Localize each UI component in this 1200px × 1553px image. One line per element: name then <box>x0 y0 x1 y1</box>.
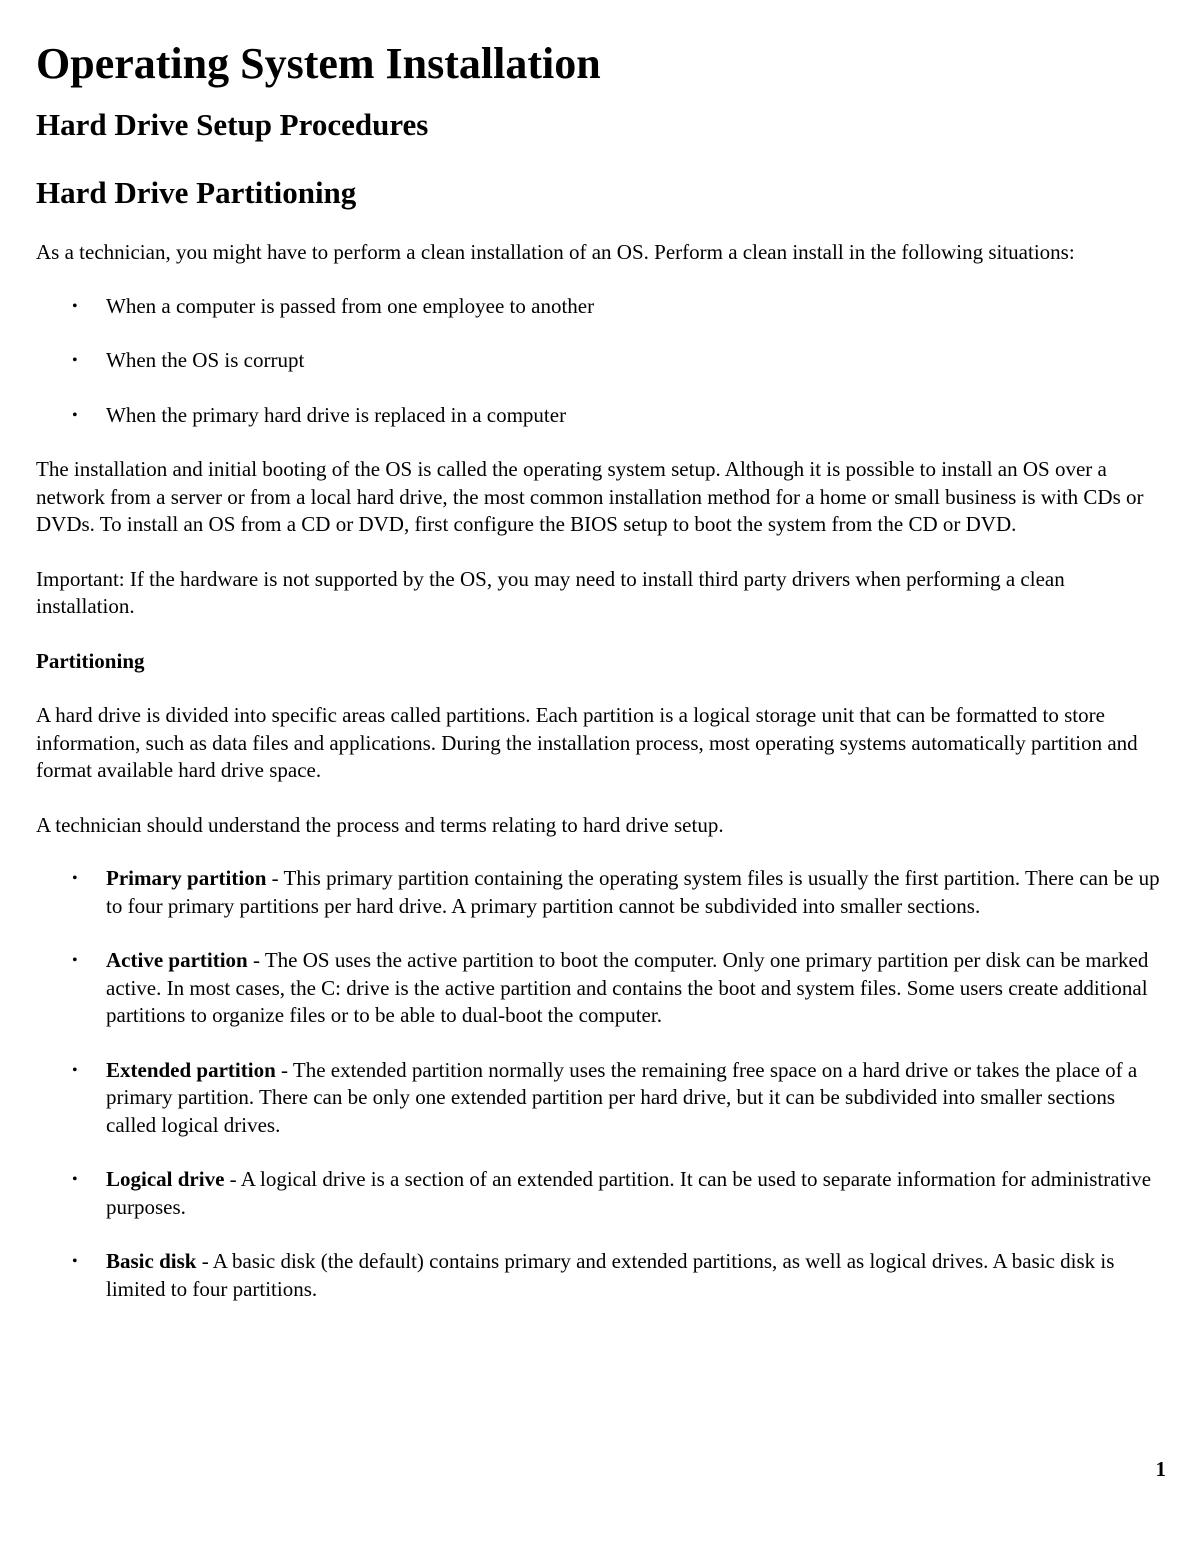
term-item-basic-disk <box>36 1248 1166 1303</box>
term-definition: - The extended partition normally uses the remaining free space on a hard drive or takes the place of a primary partition. There can be only one extended partition per hard drive, but it can be subdivided into smaller sections called logical drives. <box>106 1057 1138 1137</box>
list-item <box>36 293 1166 321</box>
technician-paragraph: A technician should understand the process and terms relating to hard drive setup. <box>36 812 724 837</box>
term-definition: - The OS uses the active partition to boot the computer. Only one primary partition per disk can be marked active. In most cases, the C: drive is the active partition and contains the boot and system files. Some users create additional partitions to organize files or to be able to dual-boot the computer. <box>106 948 1149 1027</box>
subheading-partitioning: Partitioning <box>36 648 145 673</box>
situation-text: When a computer is passed from one employee to another <box>106 293 595 318</box>
terms-list <box>36 865 1166 1303</box>
partitioning-paragraph: A hard drive is divided into specific areas called partitions. Each partition is a logical storage unit that can be formatted to store information, such as data files and applications. During the installation process, most operating systems automatically partition and format available hard drive space. <box>36 703 1138 782</box>
document-page <box>36 0 1166 1303</box>
situations-list <box>36 293 1166 430</box>
term-name: Basic disk <box>106 1249 197 1273</box>
term-definition: - This primary partition containing the operating system files is usually the first partition. There can be up to four primary partitions per hard drive. A primary partition cannot be subdivided into smaller sections. <box>106 866 1160 918</box>
setup-paragraph: The installation and initial booting of the OS is called the operating system setup. Although it is possible to install an OS over a network from a server or from a local hard drive, the most common installation method for a home or small business is with CDs or DVDs. To install an OS from a CD or DVD, first configure the BIOS setup to boot the system from the CD or DVD. <box>36 457 1144 536</box>
bullet-icon: • <box>72 406 78 424</box>
important-paragraph: Important: If the hardware is not supported by the OS, you may need to install third party drivers when performing a clean installation. <box>36 566 1065 618</box>
section-heading-setup: Hard Drive Setup Procedures <box>36 107 429 142</box>
term-item-active-partition <box>36 947 1166 1030</box>
term-name: Active partition <box>106 948 248 972</box>
term-definition: - A basic disk (the default) contains primary and extended partitions, as well as logical drives. A basic disk is limited to four partitions. <box>106 1249 1115 1301</box>
section-heading-partitioning: Hard Drive Partitioning <box>36 175 357 210</box>
term-name: Primary partition <box>106 866 267 890</box>
intro-paragraph: As a technician, you might have to perform a clean installation of an OS. Perform a clean install in the following situations: <box>36 240 1075 264</box>
page-title: Operating System Installation <box>36 39 601 88</box>
bullet-icon: • <box>72 1171 78 1188</box>
page-number: 1 <box>1155 1457 1166 1481</box>
list-item <box>36 347 1166 375</box>
situation-text: When the OS is corrupt <box>106 348 305 372</box>
bullet-icon: • <box>72 352 78 369</box>
term-name: Extended partition <box>106 1057 276 1082</box>
term-name: Logical drive <box>106 1167 225 1191</box>
term-item-logical-drive <box>36 1166 1166 1221</box>
term-definition: - A logical drive is a section of an extended partition. It can be used to separate information for administrative purposes. <box>106 1167 1152 1219</box>
term-item-primary-partition <box>36 865 1166 920</box>
term-item-extended-partition <box>36 1057 1166 1140</box>
bullet-icon: • <box>72 1061 78 1079</box>
bullet-icon: • <box>72 870 78 887</box>
list-item <box>36 402 1166 430</box>
bullet-icon: • <box>72 1253 78 1270</box>
bullet-icon: • <box>72 297 78 315</box>
situation-text: When the primary hard drive is replaced in a computer <box>106 402 567 427</box>
bullet-icon: • <box>72 952 78 969</box>
